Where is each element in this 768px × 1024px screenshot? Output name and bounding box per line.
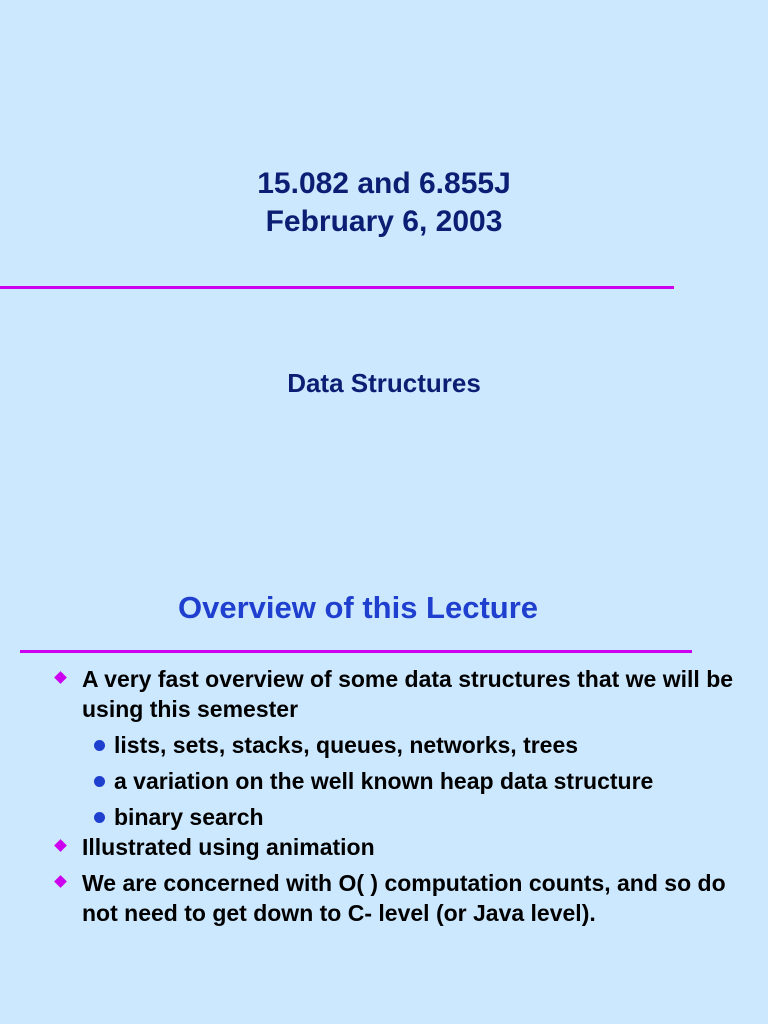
sub-bullet-text: a variation on the well known heap data structure (114, 768, 654, 794)
dot-icon (94, 812, 105, 823)
section-heading: Overview of this Lecture (177, 590, 539, 625)
title-divider (0, 286, 674, 289)
sub-bullet-item (50, 730, 750, 760)
bullet-text: We are concerned with O( ) computation counts, and so do not need to get down to C- level (or Java level). (82, 870, 726, 926)
diamond-icon (54, 875, 67, 888)
dot-icon (94, 740, 105, 751)
sub-bullet-text: binary search (114, 804, 264, 830)
sub-bullet-item (50, 766, 750, 796)
title-line-2: February 6, 2003 (265, 205, 503, 238)
sub-bullet-item (50, 802, 750, 832)
bullet-text: Illustrated using animation (82, 834, 375, 860)
diamond-icon (54, 839, 67, 852)
slide-subtitle: Data Structures (287, 368, 481, 398)
section-divider (20, 650, 692, 653)
bullet-list (50, 664, 750, 928)
sub-bullet-text: lists, sets, stacks, queues, networks, trees (114, 732, 579, 758)
bullet-item (50, 832, 750, 862)
title-line-1: 15.082 and 6.855J (257, 167, 511, 200)
dot-icon (94, 776, 105, 787)
bullet-item (50, 868, 750, 928)
diamond-icon (54, 671, 67, 684)
slide-title (0, 165, 768, 241)
bullet-item (50, 664, 750, 724)
bullet-text: A very fast overview of some data structures that we will be using this semester (82, 666, 734, 722)
